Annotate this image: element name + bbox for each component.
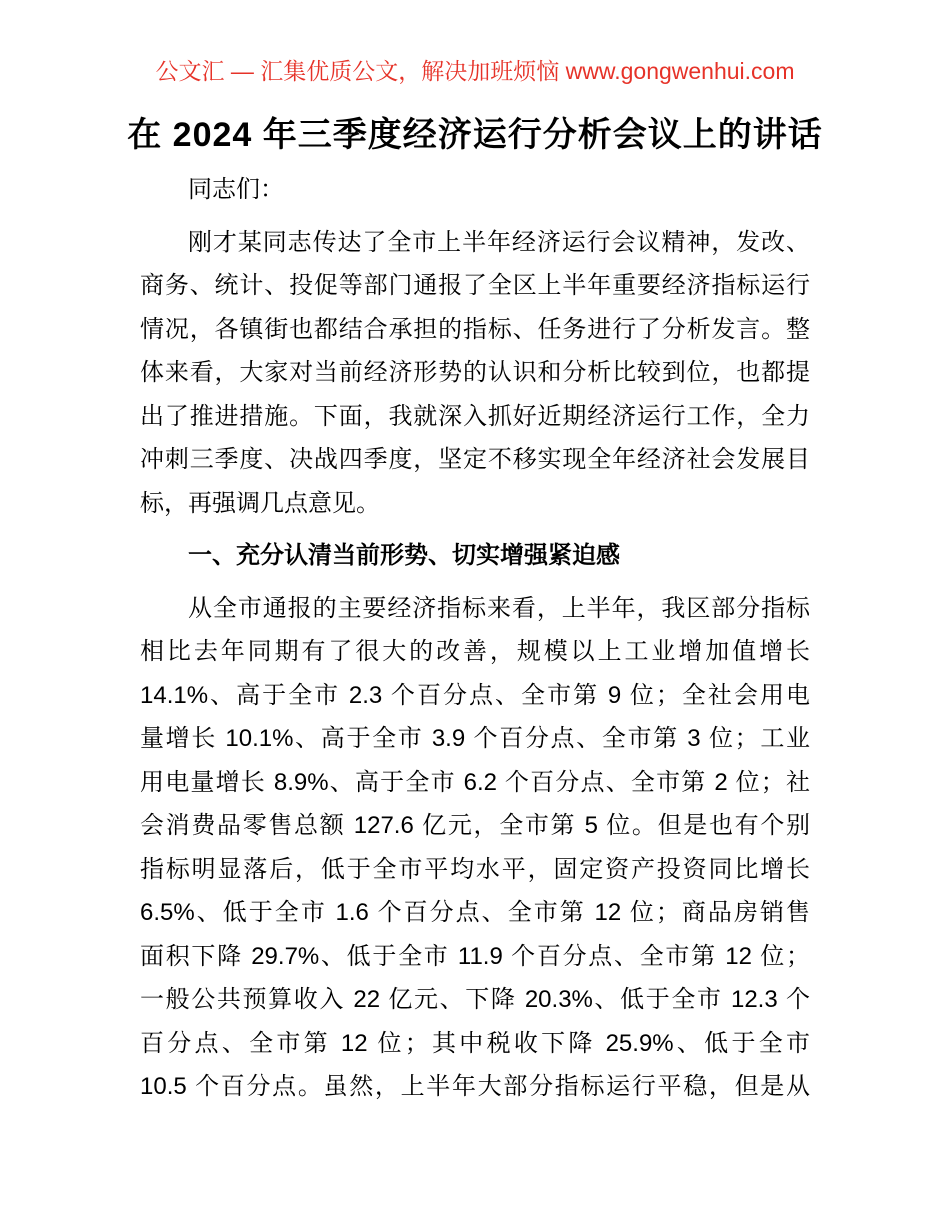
- intro-paragraph: [140, 221, 810, 526]
- body-line: 会消费品零售总额 127.6 亿元，全市第 5 位。但是也有个别: [140, 812, 810, 839]
- body-line: 冲刺三季度、决战四季度，坚定不移实现全年经济社会发展目: [140, 446, 810, 473]
- body-line: 出了推进措施。下面，我就深入抓好近期经济运行工作，全力: [140, 402, 810, 430]
- body-line: 面积下降 29.7%、低于全市 11.9 个百分点、全市第 12 位；: [140, 942, 810, 970]
- body-line: 14.1%、高于全市 2.3 个百分点、全市第 9 位；全社会用电: [140, 681, 810, 709]
- watermark-header: 公文汇 — 汇集优质公文，解决加班烦恼 www.gongwenhui.com: [155, 58, 795, 84]
- body-line: 体来看，大家对当前经济形势的认识和分析比较到位，也都提: [140, 359, 810, 386]
- body-line: 6.5%、低于全市 1.6 个百分点、全市第 12 位；商品房销售: [140, 899, 810, 926]
- body-line: 标，再强调几点意见。: [140, 489, 380, 517]
- body-line: 指标明显落后，低于全市平均水平，固定资产投资同比增长: [140, 855, 810, 883]
- body-line: 一般公共预算收入 22 亿元、下降 20.3%、低于全市 12.3 个: [140, 986, 810, 1013]
- body-line: 从全市通报的主要经济指标来看，上半年，我区部分指标: [188, 594, 810, 622]
- body-line: 用电量增长 8.9%、高于全市 6.2 个百分点、全市第 2 位；社: [140, 768, 810, 796]
- body-line: 量增长 10.1%、高于全市 3.9 个百分点、全市第 3 位；工业: [140, 725, 810, 752]
- body-line: 百分点、全市第 12 位；其中税收下降 25.9%、低于全市: [140, 1029, 810, 1057]
- analysis-paragraph: [140, 587, 810, 1109]
- salutation-paragraph: [140, 168, 810, 212]
- document-title: 在 2024 年三季度经济运行分析会议上的讲话: [127, 116, 823, 154]
- body-line: 相比去年同期有了很大的改善，规模以上工业增加值增长: [140, 638, 810, 665]
- body-line: 情况，各镇街也都结合承担的指标、任务进行了分析发言。整: [140, 315, 810, 343]
- body-line: 刚才某同志传达了全市上半年经济运行会议精神，发改、: [188, 228, 810, 256]
- salutation-line: 同志们：: [188, 176, 284, 203]
- body-line: 10.5 个百分点。虽然，上半年大部分指标运行平稳，但是从: [140, 1073, 810, 1100]
- document-body: [140, 168, 810, 1109]
- body-line: 商务、统计、投促等部门通报了全区上半年重要经济指标运行: [140, 272, 810, 299]
- section-heading-paragraph: [140, 534, 810, 578]
- section-heading: 一、充分认清当前形势、切实增强紧迫感: [188, 542, 620, 569]
